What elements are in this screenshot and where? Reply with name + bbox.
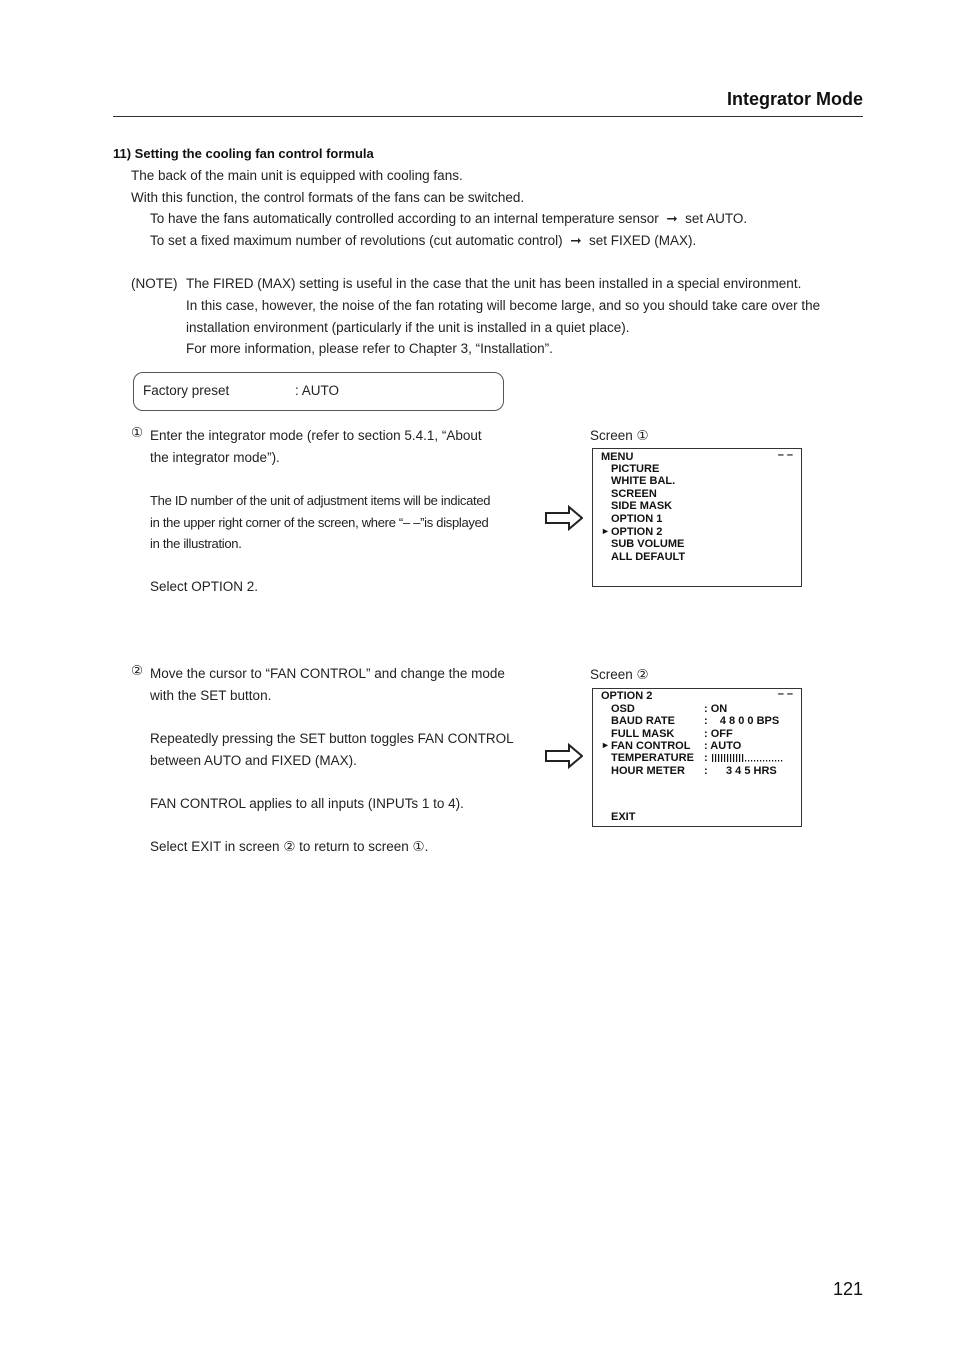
temperature-meter-tick-filled (733, 754, 734, 762)
intro-line-2: With this function, the control formats of the fans can be switched. (131, 190, 525, 205)
step-2-note: FAN CONTROL applies to all inputs (INPUTs 1 to 4). (150, 796, 464, 811)
step-1-line-1: Enter the integrator mode (refer to section 5.4.1, “About (150, 428, 482, 443)
temperature-meter-tick-empty (745, 760, 746, 762)
temperature-colon: : (704, 752, 708, 764)
menu-item-all-default: ALL DEFAULT (611, 551, 686, 563)
temperature-meter-tick-empty (754, 760, 755, 762)
step-1-detail-line-2: in the upper right corner of the screen, where “– –”is displayed (150, 514, 489, 530)
option-fixed-text: To set a fixed maximum number of revolutions (cut automatic control) (150, 233, 563, 248)
option-fixed (150, 230, 696, 252)
temperature-meter-tick-filled (718, 754, 719, 762)
option-row-hour-meter-value: : 3 4 5 HRS (704, 765, 777, 777)
option-row-full-mask-value: : OFF (704, 728, 733, 740)
header-rule (113, 116, 863, 117)
step-2-detail (150, 728, 523, 771)
menu-item-option-1: OPTION 1 (611, 513, 663, 525)
option-row-fan-control-value: : AUTO (704, 740, 742, 752)
temperature-meter-tick-filled (712, 754, 713, 762)
note-line-1: The FIRED (MAX) setting is useful in the case that the unit has been installed in a special environment. (186, 276, 802, 291)
temperature-meter-tick-empty (751, 760, 752, 762)
temperature-meter-tick-filled (739, 754, 740, 762)
temperature-meter-tick-empty (748, 760, 749, 762)
option-row-fan-control-name: FAN CONTROL (611, 740, 691, 752)
temperature-meter-tick-filled (727, 754, 728, 762)
screen-1-id: – – (777, 449, 793, 461)
option-row-baud-rate-value: : 4 8 0 0 BPS (704, 715, 780, 727)
step-2-text (150, 663, 523, 706)
option-row-osd-name: OSD (611, 703, 635, 715)
temperature-meter-tick-filled (724, 754, 725, 762)
option-row-full-mask-name: FULL MASK (611, 728, 675, 740)
right-arrow-icon: ➞ (666, 211, 678, 226)
step-2-line-1: Move the cursor to “FAN CONTROL” and change the mode (150, 666, 505, 681)
option-auto-result: set AUTO. (685, 211, 748, 226)
step-1-detail-line-3: in the illustration. (150, 536, 242, 551)
menu-item-sub-volume: SUB VOLUME (611, 538, 685, 550)
option-row-temperature-value (704, 752, 783, 764)
step-1-detail (150, 490, 523, 555)
hollow-arrow-icon (545, 743, 583, 769)
temperature-meter-tick-empty (772, 760, 773, 762)
step-2-detail-line-1: Repeatedly pressing the SET button toggles FAN CONTROL (150, 731, 514, 746)
option-auto-text: To have the fans automatically controlled according to an internal temperature sensor (150, 211, 659, 226)
right-arrow-icon: ➞ (570, 233, 582, 248)
screen-2-option-menu (592, 688, 802, 827)
temperature-meter-tick-filled (736, 754, 737, 762)
option-row-hour-meter-name: HOUR METER (611, 765, 685, 777)
menu-item-option-2: OPTION 2 (611, 526, 663, 538)
screen-1-title: MENU (601, 451, 634, 463)
screen-2-title: OPTION 2 (601, 690, 653, 702)
temperature-meter-tick-empty (781, 760, 782, 762)
menu-item-white-bal: WHITE BAL. (611, 475, 676, 487)
temperature-meter-tick-empty (766, 760, 767, 762)
step-2-marker: ② (131, 663, 144, 678)
section-title: 11) Setting the cooling fan control formula (113, 146, 374, 161)
menu-item-side-mask: SIDE MASK (611, 500, 673, 512)
step-2-action: Select EXIT in screen ② to return to screen ①. (150, 839, 429, 854)
factory-preset-label: Factory preset (143, 383, 230, 398)
temperature-meter-tick-empty (775, 760, 776, 762)
option-fixed-result: set FIXED (MAX). (589, 233, 697, 248)
temperature-meter-tick-filled (730, 754, 731, 762)
step-1-line-2: the integrator mode”). (150, 449, 280, 465)
option-row-baud-rate-name: BAUD RATE (611, 715, 675, 727)
screen-1-menu (592, 448, 802, 587)
step-2-line-2: with the SET button. (150, 687, 272, 703)
option-row-osd-value: : ON (704, 703, 728, 715)
intro-line-1: The back of the main unit is equipped with cooling fans. (131, 168, 463, 183)
note-label: (NOTE) (131, 276, 178, 291)
temperature-meter-tick-empty (769, 760, 770, 762)
page-header-title: Integrator Mode (726, 89, 863, 109)
temperature-meter (711, 754, 783, 762)
page-number: 121 (832, 1279, 863, 1299)
step-1-marker: ① (131, 425, 144, 440)
cursor-pointer-icon: ► (601, 526, 610, 536)
temperature-meter-tick-filled (715, 754, 716, 762)
cursor-pointer-icon: ► (601, 740, 610, 750)
step-1-action: Select OPTION 2. (150, 579, 259, 594)
note-line-4: For more information, please refer to Chapter 3, “Installation”. (186, 341, 553, 356)
temperature-meter-tick-empty (760, 760, 761, 762)
menu-item-picture: PICTURE (611, 463, 660, 475)
note-line-2: In this case, however, the noise of the fan rotating will become large, and so you should take care over the (186, 298, 821, 313)
screen-2-id: – – (777, 688, 793, 700)
note-line-3: installation environment (particularly if the unit is installed in a quiet place). (186, 320, 630, 335)
factory-preset-value: : AUTO (295, 383, 340, 398)
option-exit: EXIT (611, 811, 636, 823)
temperature-meter-tick-empty (763, 760, 764, 762)
temperature-meter-tick-empty (778, 760, 779, 762)
step-2-detail-line-2: between AUTO and FIXED (MAX). (150, 752, 357, 768)
hollow-arrow-icon (545, 505, 583, 531)
menu-item-screen: SCREEN (611, 488, 657, 500)
temperature-meter-tick-filled (721, 754, 722, 762)
option-auto (150, 208, 747, 230)
step-1-text (150, 425, 523, 468)
step-1-detail-line-1: The ID number of the unit of adjustment items will be indicated (150, 493, 491, 508)
screen-2-label: Screen ② (590, 667, 649, 682)
screen-1-label: Screen ① (590, 428, 649, 443)
option-row-temperature-name: TEMPERATURE (611, 752, 694, 764)
temperature-meter-tick-empty (757, 760, 758, 762)
temperature-meter-tick-filled (742, 754, 743, 762)
